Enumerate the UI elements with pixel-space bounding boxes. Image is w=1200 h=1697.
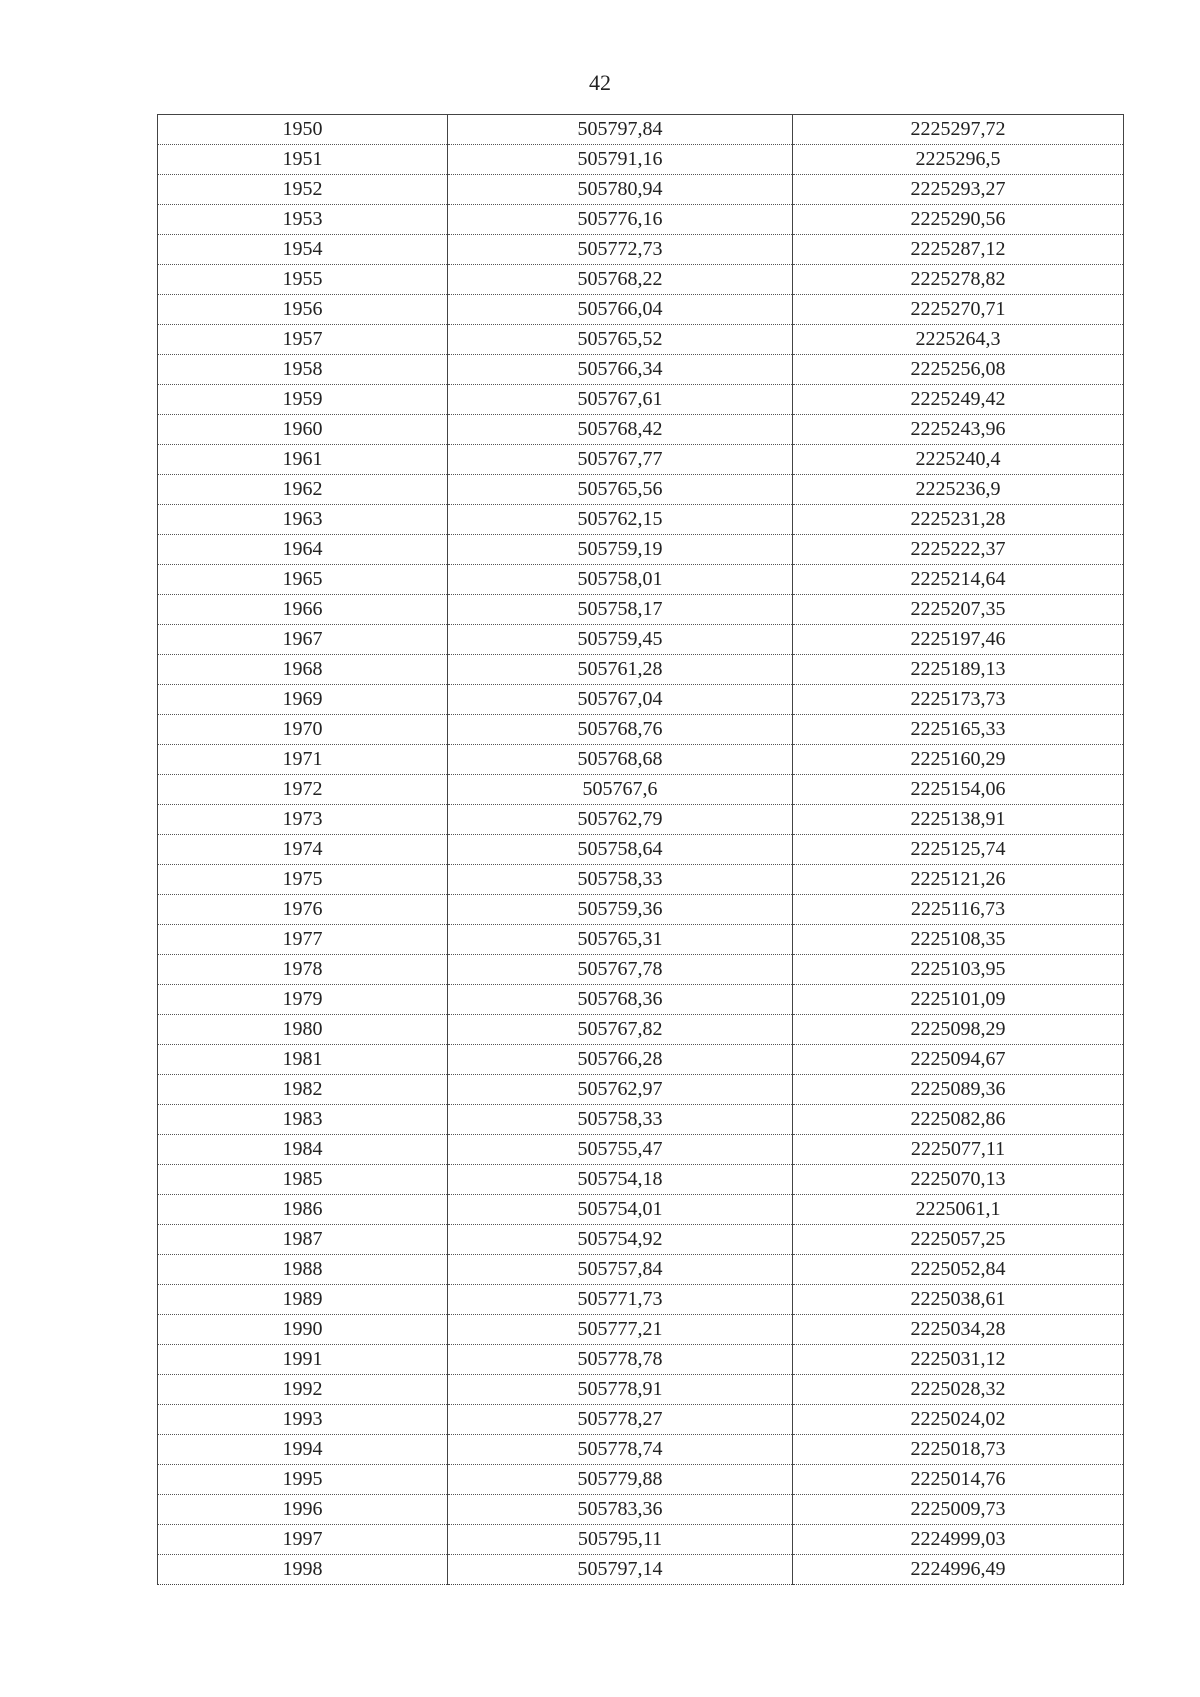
- y-coordinate-cell: 2225089,36: [793, 1075, 1124, 1105]
- table-row: [158, 805, 1124, 835]
- table-row: [158, 595, 1124, 625]
- x-coordinate-cell: 505767,61: [448, 385, 793, 415]
- point-number-cell: 1998: [158, 1555, 448, 1585]
- table-row: [158, 1465, 1124, 1495]
- x-coordinate-cell: 505778,78: [448, 1345, 793, 1375]
- y-coordinate-cell: 2225034,28: [793, 1315, 1124, 1345]
- y-coordinate-cell: 2225165,33: [793, 715, 1124, 745]
- point-number-cell: 1964: [158, 535, 448, 565]
- x-coordinate-cell: 505758,33: [448, 865, 793, 895]
- x-coordinate-cell: 505772,73: [448, 235, 793, 265]
- y-coordinate-cell: 2225098,29: [793, 1015, 1124, 1045]
- point-number-cell: 1996: [158, 1495, 448, 1525]
- y-coordinate-cell: 2225160,29: [793, 745, 1124, 775]
- y-coordinate-cell: 2225138,91: [793, 805, 1124, 835]
- y-coordinate-cell: 2225296,5: [793, 145, 1124, 175]
- point-number-cell: 1950: [158, 115, 448, 145]
- table-row: [158, 715, 1124, 745]
- point-number-cell: 1967: [158, 625, 448, 655]
- table-row: [158, 145, 1124, 175]
- table-row: [158, 655, 1124, 685]
- x-coordinate-cell: 505768,42: [448, 415, 793, 445]
- y-coordinate-cell: 2225173,73: [793, 685, 1124, 715]
- point-number-cell: 1953: [158, 205, 448, 235]
- table-row: [158, 415, 1124, 445]
- point-number-cell: 1992: [158, 1375, 448, 1405]
- x-coordinate-cell: 505778,74: [448, 1435, 793, 1465]
- table-row: [158, 1105, 1124, 1135]
- point-number-cell: 1958: [158, 355, 448, 385]
- y-coordinate-cell: 2225222,37: [793, 535, 1124, 565]
- y-coordinate-cell: 2225240,4: [793, 445, 1124, 475]
- point-number-cell: 1985: [158, 1165, 448, 1195]
- y-coordinate-cell: 2225243,96: [793, 415, 1124, 445]
- table-row: [158, 385, 1124, 415]
- x-coordinate-cell: 505795,11: [448, 1525, 793, 1555]
- table-row: [158, 205, 1124, 235]
- x-coordinate-cell: 505757,84: [448, 1255, 793, 1285]
- y-coordinate-cell: 2225125,74: [793, 835, 1124, 865]
- point-number-cell: 1988: [158, 1255, 448, 1285]
- x-coordinate-cell: 505766,04: [448, 295, 793, 325]
- point-number-cell: 1962: [158, 475, 448, 505]
- point-number-cell: 1966: [158, 595, 448, 625]
- x-coordinate-cell: 505767,6: [448, 775, 793, 805]
- x-coordinate-cell: 505755,47: [448, 1135, 793, 1165]
- table-row: [158, 745, 1124, 775]
- x-coordinate-cell: 505759,19: [448, 535, 793, 565]
- table-row: [158, 175, 1124, 205]
- point-number-cell: 1980: [158, 1015, 448, 1045]
- x-coordinate-cell: 505766,28: [448, 1045, 793, 1075]
- table-row: [158, 1375, 1124, 1405]
- x-coordinate-cell: 505768,36: [448, 985, 793, 1015]
- y-coordinate-cell: 2224999,03: [793, 1525, 1124, 1555]
- coordinates-table: [157, 114, 1124, 1585]
- point-number-cell: 1973: [158, 805, 448, 835]
- point-number-cell: 1955: [158, 265, 448, 295]
- point-number-cell: 1972: [158, 775, 448, 805]
- table-row: [158, 115, 1124, 145]
- point-number-cell: 1990: [158, 1315, 448, 1345]
- table-row: [158, 835, 1124, 865]
- table-row: [158, 1045, 1124, 1075]
- y-coordinate-cell: 2225031,12: [793, 1345, 1124, 1375]
- y-coordinate-cell: 2225038,61: [793, 1285, 1124, 1315]
- point-number-cell: 1979: [158, 985, 448, 1015]
- table-row: [158, 925, 1124, 955]
- x-coordinate-cell: 505762,79: [448, 805, 793, 835]
- y-coordinate-cell: 2225116,73: [793, 895, 1124, 925]
- x-coordinate-cell: 505780,94: [448, 175, 793, 205]
- point-number-cell: 1969: [158, 685, 448, 715]
- table-row: [158, 1405, 1124, 1435]
- table-row: [158, 295, 1124, 325]
- x-coordinate-cell: 505762,15: [448, 505, 793, 535]
- table-row: [158, 265, 1124, 295]
- table-row: [158, 1255, 1124, 1285]
- point-number-cell: 1961: [158, 445, 448, 475]
- coordinates-table-body: [158, 115, 1124, 1585]
- point-number-cell: 1956: [158, 295, 448, 325]
- point-number-cell: 1970: [158, 715, 448, 745]
- table-row: [158, 1525, 1124, 1555]
- point-number-cell: 1954: [158, 235, 448, 265]
- x-coordinate-cell: 505759,45: [448, 625, 793, 655]
- table-row: [158, 1315, 1124, 1345]
- y-coordinate-cell: 2225154,06: [793, 775, 1124, 805]
- table-row: [158, 1075, 1124, 1105]
- point-number-cell: 1978: [158, 955, 448, 985]
- y-coordinate-cell: 2225236,9: [793, 475, 1124, 505]
- table-row: [158, 445, 1124, 475]
- y-coordinate-cell: 2225028,32: [793, 1375, 1124, 1405]
- table-row: [158, 1285, 1124, 1315]
- x-coordinate-cell: 505758,17: [448, 595, 793, 625]
- point-number-cell: 1995: [158, 1465, 448, 1495]
- table-row: [158, 325, 1124, 355]
- x-coordinate-cell: 505758,01: [448, 565, 793, 595]
- x-coordinate-cell: 505765,52: [448, 325, 793, 355]
- point-number-cell: 1971: [158, 745, 448, 775]
- table-row: [158, 505, 1124, 535]
- point-number-cell: 1960: [158, 415, 448, 445]
- x-coordinate-cell: 505754,01: [448, 1195, 793, 1225]
- y-coordinate-cell: 2225207,35: [793, 595, 1124, 625]
- x-coordinate-cell: 505768,76: [448, 715, 793, 745]
- table-row: [158, 1555, 1124, 1585]
- x-coordinate-cell: 505758,64: [448, 835, 793, 865]
- table-row: [158, 895, 1124, 925]
- table-row: [158, 565, 1124, 595]
- y-coordinate-cell: 2225290,56: [793, 205, 1124, 235]
- x-coordinate-cell: 505754,92: [448, 1225, 793, 1255]
- point-number-cell: 1951: [158, 145, 448, 175]
- x-coordinate-cell: 505767,78: [448, 955, 793, 985]
- y-coordinate-cell: 2225264,3: [793, 325, 1124, 355]
- y-coordinate-cell: 2225256,08: [793, 355, 1124, 385]
- table-row: [158, 1165, 1124, 1195]
- x-coordinate-cell: 505768,68: [448, 745, 793, 775]
- point-number-cell: 1977: [158, 925, 448, 955]
- x-coordinate-cell: 505754,18: [448, 1165, 793, 1195]
- point-number-cell: 1987: [158, 1225, 448, 1255]
- table-row: [158, 1345, 1124, 1375]
- y-coordinate-cell: 2225189,13: [793, 655, 1124, 685]
- x-coordinate-cell: 505778,91: [448, 1375, 793, 1405]
- point-number-cell: 1997: [158, 1525, 448, 1555]
- x-coordinate-cell: 505783,36: [448, 1495, 793, 1525]
- table-row: [158, 1015, 1124, 1045]
- y-coordinate-cell: 2225108,35: [793, 925, 1124, 955]
- y-coordinate-cell: 2225293,27: [793, 175, 1124, 205]
- y-coordinate-cell: 2225009,73: [793, 1495, 1124, 1525]
- table-row: [158, 625, 1124, 655]
- table-row: [158, 685, 1124, 715]
- y-coordinate-cell: 2225231,28: [793, 505, 1124, 535]
- y-coordinate-cell: 2225103,95: [793, 955, 1124, 985]
- y-coordinate-cell: 2225197,46: [793, 625, 1124, 655]
- y-coordinate-cell: 2225121,26: [793, 865, 1124, 895]
- y-coordinate-cell: 2225297,72: [793, 115, 1124, 145]
- x-coordinate-cell: 505768,22: [448, 265, 793, 295]
- table-row: [158, 475, 1124, 505]
- point-number-cell: 1957: [158, 325, 448, 355]
- table-row: [158, 235, 1124, 265]
- point-number-cell: 1991: [158, 1345, 448, 1375]
- y-coordinate-cell: 2225018,73: [793, 1435, 1124, 1465]
- x-coordinate-cell: 505765,31: [448, 925, 793, 955]
- table-row: [158, 985, 1124, 1015]
- table-row: [158, 955, 1124, 985]
- x-coordinate-cell: 505776,16: [448, 205, 793, 235]
- x-coordinate-cell: 505777,21: [448, 1315, 793, 1345]
- table-row: [158, 775, 1124, 805]
- x-coordinate-cell: 505761,28: [448, 655, 793, 685]
- x-coordinate-cell: 505766,34: [448, 355, 793, 385]
- point-number-cell: 1952: [158, 175, 448, 205]
- point-number-cell: 1974: [158, 835, 448, 865]
- point-number-cell: 1989: [158, 1285, 448, 1315]
- y-coordinate-cell: 2225070,13: [793, 1165, 1124, 1195]
- x-coordinate-cell: 505797,84: [448, 115, 793, 145]
- point-number-cell: 1986: [158, 1195, 448, 1225]
- y-coordinate-cell: 2225014,76: [793, 1465, 1124, 1495]
- y-coordinate-cell: 2225057,25: [793, 1225, 1124, 1255]
- table-row: [158, 355, 1124, 385]
- point-number-cell: 1963: [158, 505, 448, 535]
- x-coordinate-cell: 505771,73: [448, 1285, 793, 1315]
- point-number-cell: 1968: [158, 655, 448, 685]
- table-row: [158, 1195, 1124, 1225]
- point-number-cell: 1976: [158, 895, 448, 925]
- point-number-cell: 1965: [158, 565, 448, 595]
- x-coordinate-cell: 505759,36: [448, 895, 793, 925]
- y-coordinate-cell: 2225052,84: [793, 1255, 1124, 1285]
- x-coordinate-cell: 505779,88: [448, 1465, 793, 1495]
- y-coordinate-cell: 2225270,71: [793, 295, 1124, 325]
- point-number-cell: 1959: [158, 385, 448, 415]
- x-coordinate-cell: 505797,14: [448, 1555, 793, 1585]
- x-coordinate-cell: 505778,27: [448, 1405, 793, 1435]
- table-row: [158, 1225, 1124, 1255]
- y-coordinate-cell: 2225214,64: [793, 565, 1124, 595]
- y-coordinate-cell: 2225061,1: [793, 1195, 1124, 1225]
- x-coordinate-cell: 505767,77: [448, 445, 793, 475]
- table-row: [158, 1135, 1124, 1165]
- y-coordinate-cell: 2225024,02: [793, 1405, 1124, 1435]
- point-number-cell: 1994: [158, 1435, 448, 1465]
- point-number-cell: 1982: [158, 1075, 448, 1105]
- y-coordinate-cell: 2225082,86: [793, 1105, 1124, 1135]
- y-coordinate-cell: 2225094,67: [793, 1045, 1124, 1075]
- table-row: [158, 1495, 1124, 1525]
- x-coordinate-cell: 505758,33: [448, 1105, 793, 1135]
- y-coordinate-cell: 2225287,12: [793, 235, 1124, 265]
- table-row: [158, 865, 1124, 895]
- point-number-cell: 1981: [158, 1045, 448, 1075]
- point-number-cell: 1983: [158, 1105, 448, 1135]
- table-row: [158, 535, 1124, 565]
- point-number-cell: 1984: [158, 1135, 448, 1165]
- y-coordinate-cell: 2225249,42: [793, 385, 1124, 415]
- table-row: [158, 1435, 1124, 1465]
- y-coordinate-cell: 2224996,49: [793, 1555, 1124, 1585]
- y-coordinate-cell: 2225278,82: [793, 265, 1124, 295]
- point-number-cell: 1975: [158, 865, 448, 895]
- y-coordinate-cell: 2225101,09: [793, 985, 1124, 1015]
- page-number: 42: [589, 70, 611, 95]
- point-number-cell: 1993: [158, 1405, 448, 1435]
- x-coordinate-cell: 505791,16: [448, 145, 793, 175]
- y-coordinate-cell: 2225077,11: [793, 1135, 1124, 1165]
- x-coordinate-cell: 505767,04: [448, 685, 793, 715]
- x-coordinate-cell: 505765,56: [448, 475, 793, 505]
- x-coordinate-cell: 505767,82: [448, 1015, 793, 1045]
- x-coordinate-cell: 505762,97: [448, 1075, 793, 1105]
